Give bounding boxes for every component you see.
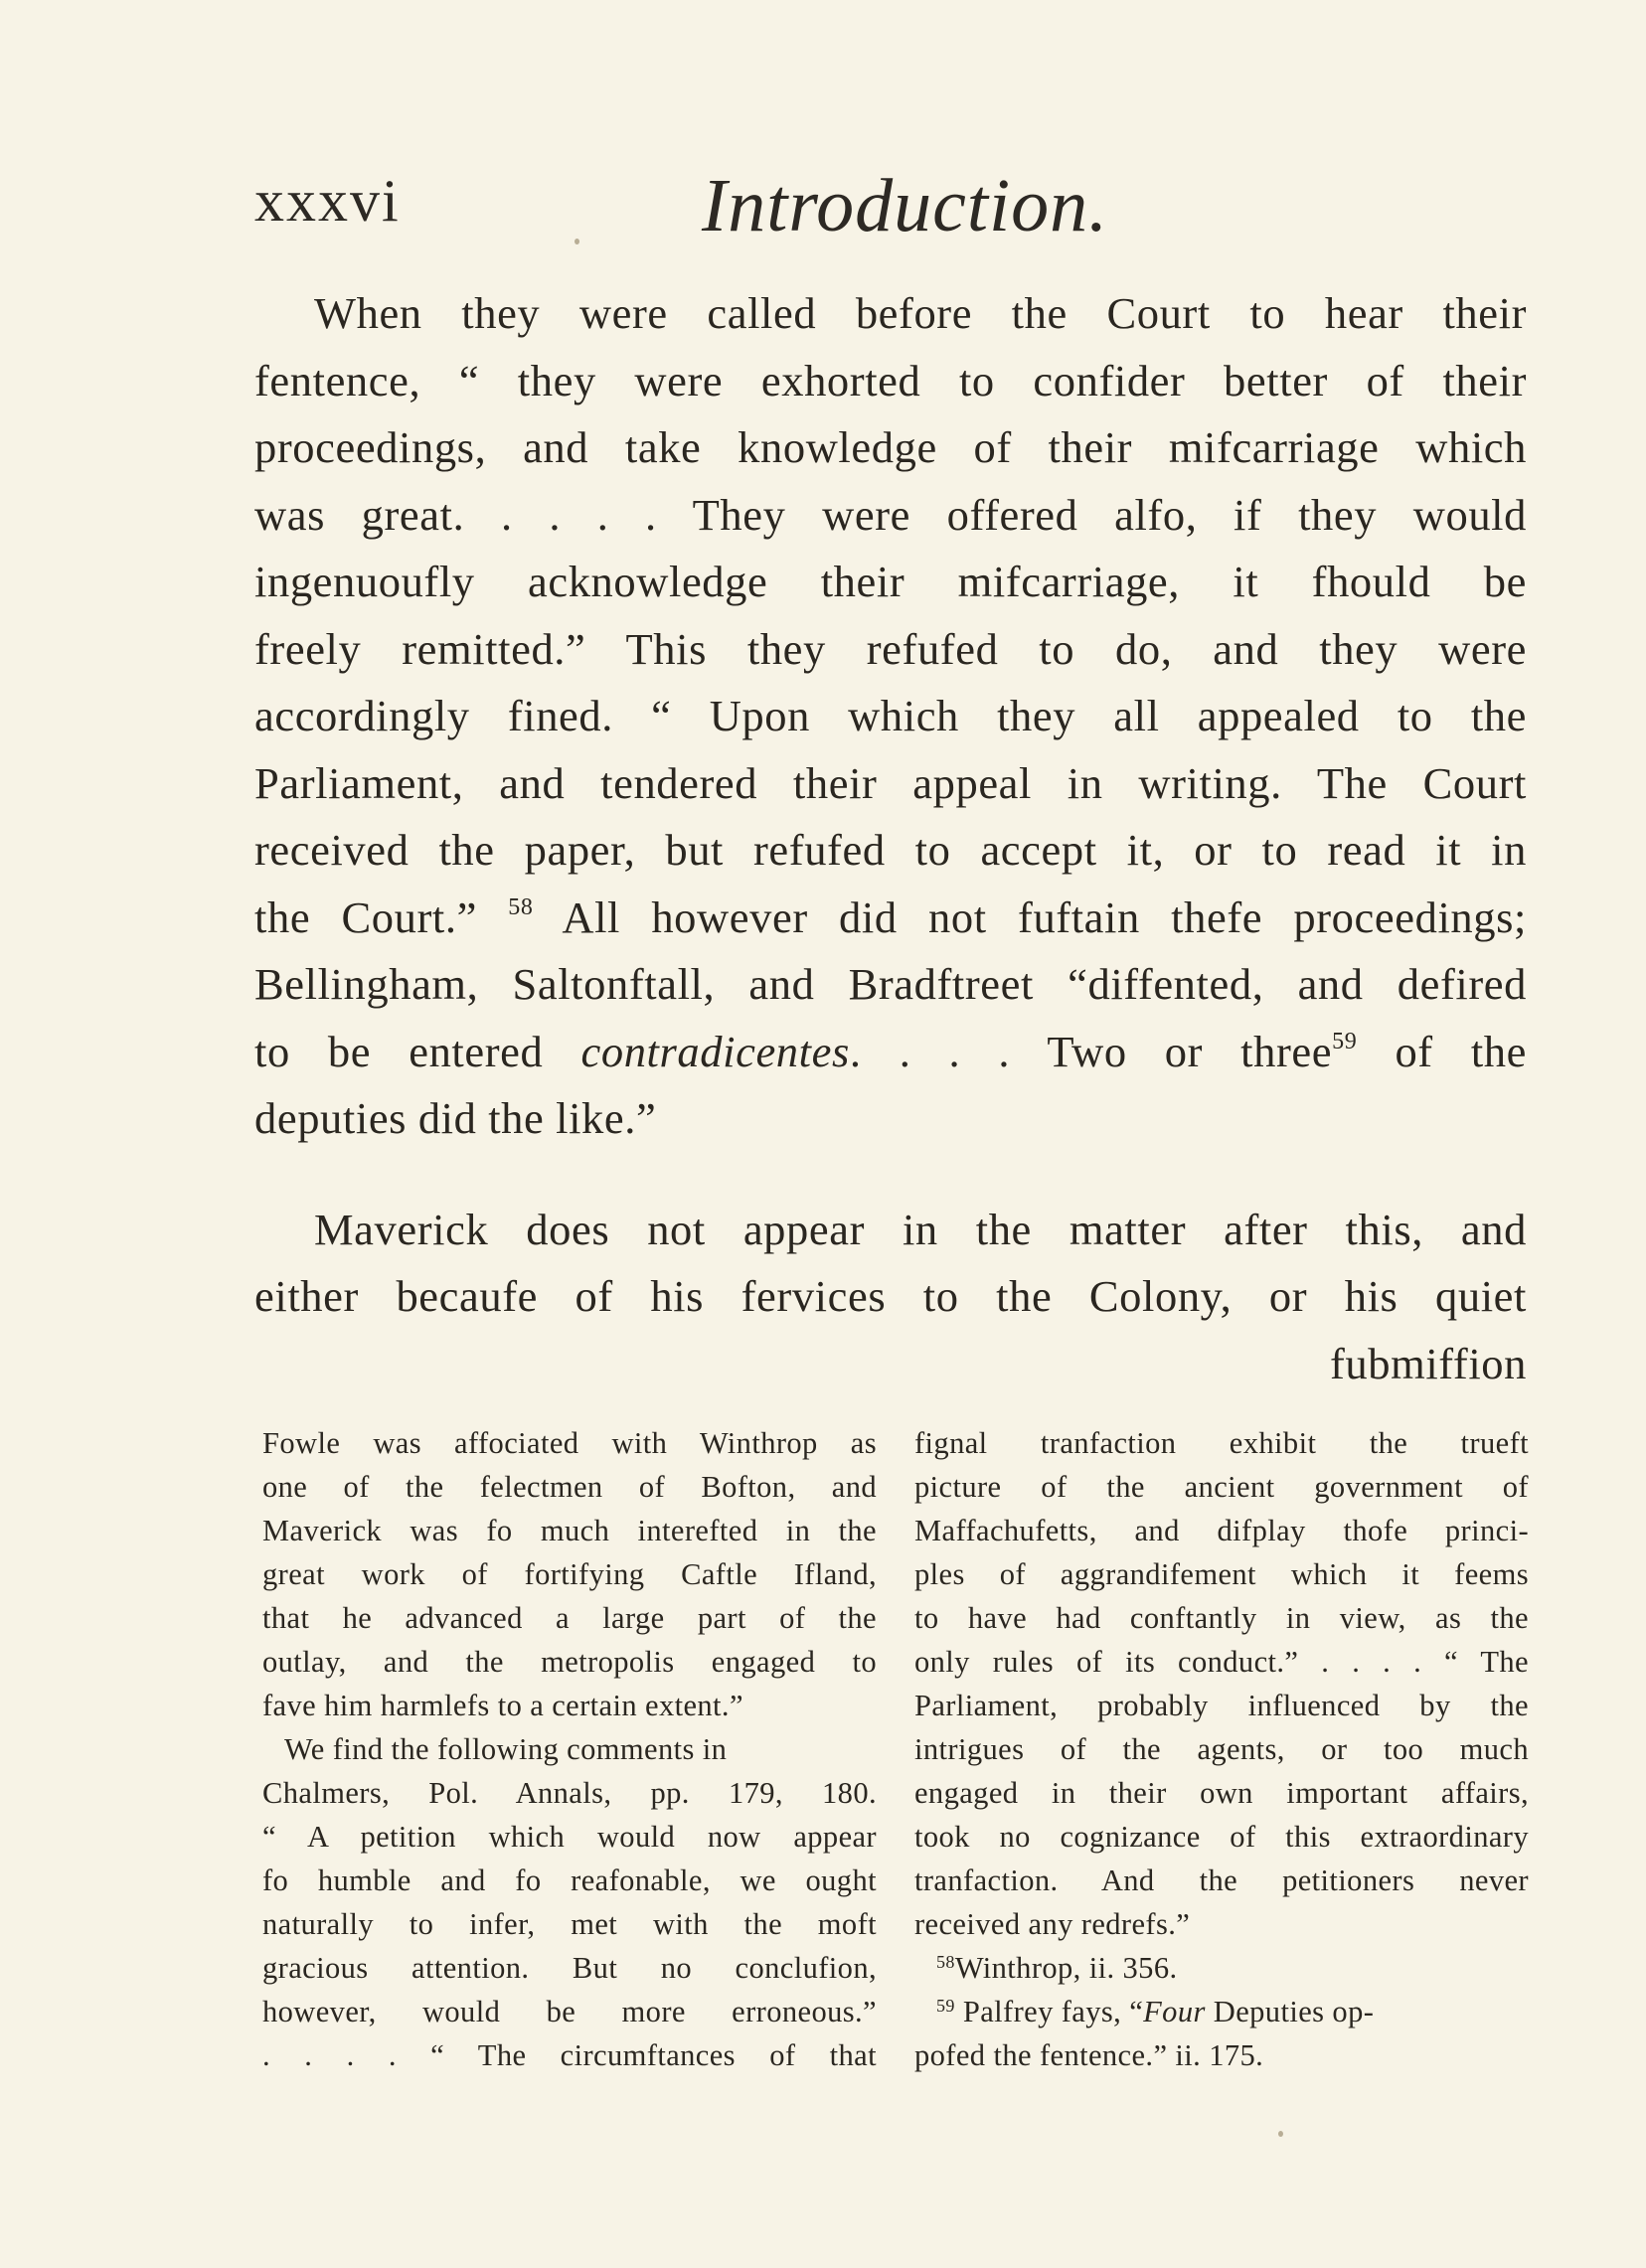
footnote-line: We find the following comments in [284, 1732, 728, 1766]
footnote-line: Maverick was fo much interefted in the [262, 1514, 877, 1547]
footnote-line: picture of the ancient government of [914, 1470, 1529, 1504]
text-line: Parliament, and tendered their appeal in writing. The Court [254, 757, 1527, 808]
text-line: freely remitted.” This they refufed to do, and they were [254, 623, 1527, 674]
italic-term: contradicentes [580, 1026, 850, 1076]
footnote-line: Maffachufetts, and difplay thofe princi- [914, 1514, 1529, 1547]
footnote-line: . . . . “ The circumftances of that [262, 2038, 877, 2072]
footnote-column-left [262, 1421, 877, 2077]
footnote-line: pofed the fentence.” ii. 175. [914, 2038, 1264, 2072]
footnote-line: great work of fortifying Caftle Ifland, [262, 1557, 877, 1591]
footnote-line: naturally to infer, met with the moft [262, 1907, 877, 1941]
text-line: the Court.” $^{58}$ All however did not fuftain thefe proceedings; [254, 891, 1527, 942]
footnote-line: to have had conftantly in view, as the [914, 1601, 1529, 1635]
text-line: received the paper, but refufed to accept it, or to read it in [254, 825, 1527, 875]
footnote-59: $^{59}$ Palfrey fays, “Four Deputies op- [936, 1995, 1375, 2028]
footnote-column-right [914, 1421, 1529, 2077]
text-line: either becaufe of his fervices to the Colony, or his quiet [254, 1271, 1527, 1321]
paragraph-2 [254, 1197, 1527, 1398]
text-line: ingenuoufly acknowledge their mifcarriage, it fhould be [254, 557, 1527, 606]
text-line: to be entered contradicentes. . . . Two or three$^{59}$ of the [254, 1026, 1527, 1076]
paper-speck [1278, 2131, 1283, 2137]
footnote-line: however, would be more erroneous.” [262, 1995, 877, 2028]
footnote-ref-59: 59 [1332, 1028, 1358, 1054]
page-number: xxxvi [254, 168, 401, 234]
main-text [254, 280, 1527, 1397]
footnote-line: fave him harmlefs to a certain extent.” [262, 1689, 743, 1722]
footnote-line: fo humble and fo reafonable, we ought [262, 1863, 877, 1897]
footnote-line: Chalmers, Pol. Annals, pp. 179, 180. [262, 1776, 877, 1810]
footnote-line: that he advanced a large part of the [262, 1601, 877, 1635]
footnote-ref-58: 58 [508, 893, 534, 920]
footnote-line: intrigues of the agents, or too much [914, 1732, 1529, 1766]
paragraph-1 [254, 280, 1527, 1153]
text-line: proceedings, and take knowledge of their mifcarriage which [254, 422, 1527, 472]
footnote-58: $^{58}$Winthrop, ii. 356. [936, 1951, 1178, 1985]
chapter-title: Introduction. [702, 164, 1109, 247]
footnote-line: received any redrefs.” [914, 1907, 1191, 1941]
catchword: fubmiffion [1330, 1338, 1527, 1388]
footnote-line: took no cognizance of this extraordinary [914, 1820, 1529, 1854]
footnote-line: engaged in their own important affairs, [914, 1776, 1529, 1810]
text-line: fentence, “ they were exhorted to confider better of their [254, 355, 1527, 405]
footnote-line: Parliament, probably influenced by the [914, 1689, 1529, 1722]
text-line: deputies did the like.” [254, 1093, 657, 1143]
footnote-line: “ A petition which would now appear [262, 1820, 877, 1854]
text-line: accordingly fined. “ Upon which they all appealed to the [254, 691, 1527, 740]
footnotes [262, 1421, 1537, 2072]
footnote-line: fignal tranfaction exhibit the trueft [914, 1426, 1529, 1460]
footnote-line: only rules of its conduct.” . . . . “ The [914, 1645, 1529, 1679]
text-line: Maverick does not appear in the matter after this, and [314, 1204, 1527, 1254]
footnote-number-58: 58 [936, 1952, 955, 1972]
footnote-number-59: 59 [936, 1996, 955, 2016]
footnote-line: one of the felectmen of Bofton, and [262, 1470, 877, 1504]
footnote-line: outlay, and the metropolis engaged to [262, 1645, 877, 1679]
footnote-line: tranfaction. And the petitioners never [914, 1863, 1529, 1897]
footnote-line: Fowle was affociated with Winthrop as [262, 1426, 877, 1460]
text-line: Bellingham, Saltonftall, and Bradftreet “diffented, and defired [254, 959, 1527, 1009]
paper-speck [575, 239, 579, 244]
footnote-line: ples of aggrandifement which it feems [914, 1557, 1529, 1591]
running-head [254, 164, 1537, 256]
text-line: was great. . . . . They were offered alfo, if they would [254, 489, 1527, 540]
footnote-line: gracious attention. But no conclufion, [262, 1951, 877, 1985]
text-line: When they were called before the Court to hear their [314, 288, 1527, 338]
